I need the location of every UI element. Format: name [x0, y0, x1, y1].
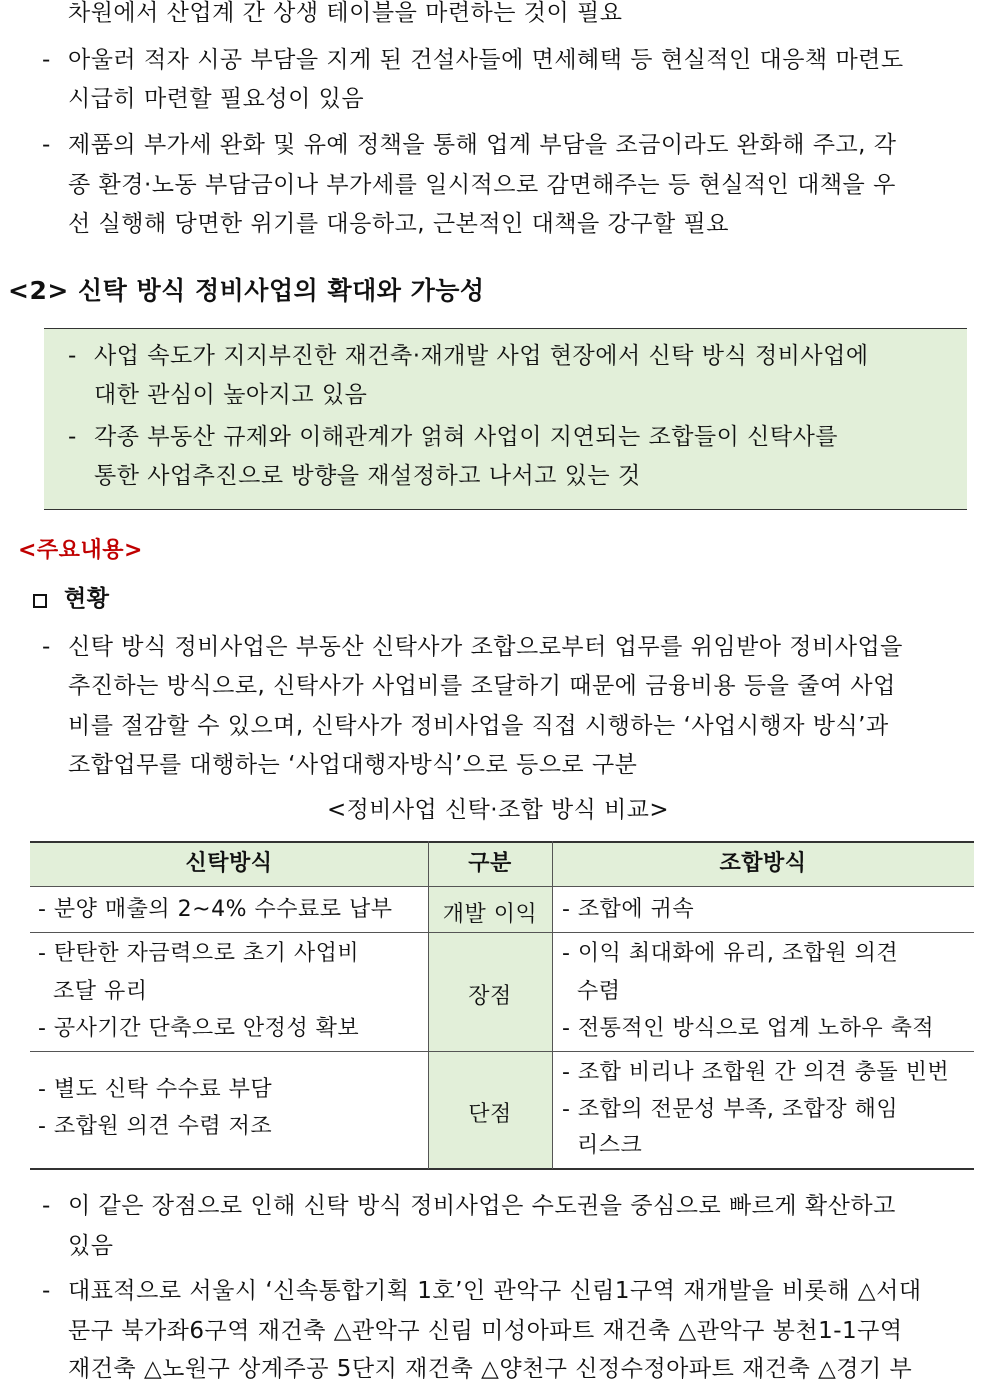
text-line: 있음 — [68, 1233, 114, 1259]
text-line: 대표적으로 서울시 ‘신속통합기획 1호’인 관악구 신림1구역 재개발을 비롯해 △서대 — [68, 1278, 922, 1304]
table-cell: - 분양 매출의 2~4% 수수료로 납부 — [38, 897, 393, 922]
table-cell: - 조합 비리나 조합원 간 의견 충돌 빈번 — [562, 1060, 950, 1085]
table-cell: 리스크 — [562, 1133, 643, 1158]
text-line: 선 실행해 당면한 위기를 대응하고, 근본적인 대책을 강구할 필요 — [68, 211, 729, 237]
summary-line: 사업 속도가 지지부진한 재건축·재개발 사업 현장에서 신탁 방식 정비사업에 — [94, 343, 869, 369]
bullet-dash: - — [42, 1278, 51, 1304]
table-rule — [30, 932, 974, 933]
table-cell: - 별도 신탁 수수료 부담 — [38, 1077, 273, 1102]
table-cell-category: 개발 이익 — [442, 902, 538, 927]
text-line: 재건축 △노원구 상계주공 5단지 재건축 △양천구 신정수정아파트 재건축 △경기 부 — [68, 1356, 913, 1382]
table-rule — [30, 1051, 974, 1052]
text-line: 조합업무를 대행하는 ‘사업대행자방식’으로 등으로 구분 — [68, 752, 638, 778]
table-border-bottom — [30, 1168, 974, 1170]
bullet-dash: - — [42, 47, 51, 73]
summary-line: 대한 관심이 높아지고 있음 — [94, 382, 368, 408]
bullet-dash: - — [42, 1193, 51, 1219]
subsection-heading: 현황 — [64, 586, 110, 612]
text-line: 신탁 방식 정비사업은 부동산 신탁사가 조합으로부터 업무를 위임받아 정비사업을 — [68, 634, 903, 660]
text-line: 아울러 적자 시공 부담을 지게 된 건설사들에 면세혜택 등 현실적인 대응책 마련도 — [68, 47, 904, 73]
table-rule — [30, 886, 974, 887]
table-cell: - 탄탄한 자금력으로 초기 사업비 — [38, 941, 360, 966]
summary-line: 통한 사업추진으로 방향을 재설정하고 나서고 있는 것 — [94, 463, 641, 489]
text-line: 추진하는 방식으로, 신탁사가 사업비를 조달하기 때문에 금융비용 등을 줄여 사업 — [68, 673, 896, 699]
table-cell: - 전통적인 방식으로 업계 노하우 축적 — [562, 1016, 935, 1041]
table-cell-category: 단점 — [468, 1102, 512, 1127]
table-cell: - 조합의 전문성 부족, 조합장 해임 — [562, 1097, 899, 1122]
table-cell: 조달 유리 — [38, 979, 148, 1004]
table-cell: - 공사기간 단축으로 안정성 확보 — [38, 1016, 360, 1041]
text-line: 차원에서 산업계 간 상생 테이블을 마련하는 것이 필요 — [68, 0, 623, 26]
table-col-divider — [552, 841, 553, 1169]
summary-box — [44, 328, 967, 510]
table-cell-category: 장점 — [468, 984, 512, 1009]
table-cell: 수렴 — [562, 979, 621, 1004]
text-line: 이 같은 장점으로 인해 신탁 방식 정비사업은 수도권을 중심으로 빠르게 확산하고 — [68, 1193, 896, 1219]
table-cell: - 조합원 의견 수렴 저조 — [38, 1114, 273, 1139]
checkbox-icon — [33, 594, 47, 608]
header-union: 조합방식 — [719, 851, 807, 876]
summary-line: 각종 부동산 규제와 이해관계가 얽혀 사업이 지연되는 조합들이 신탁사를 — [94, 424, 839, 450]
text-line: 종 환경·노동 부담금이나 부가세를 일시적으로 감면해주는 등 현실적인 대책을 우 — [68, 172, 896, 198]
bullet-dash: - — [68, 424, 77, 450]
text-line: 제품의 부가세 완화 및 유예 정책을 통해 업계 부담을 조금이라도 완화해 주고, 각 — [68, 132, 897, 158]
header-trust: 신탁방식 — [185, 851, 273, 876]
text-line: 시급히 마련할 필요성이 있음 — [68, 86, 365, 112]
comparison-table — [30, 841, 974, 1169]
bullet-dash: - — [42, 634, 51, 660]
text-line: 비를 절감할 수 있으며, 신탁사가 정비사업을 직접 시행하는 ‘사업시행자 방식’과 — [68, 713, 889, 739]
section-title: <2> 신탁 방식 정비사업의 확대와 가능성 — [8, 276, 485, 305]
text-line: 문구 북가좌6구역 재건축 △관악구 신림 미성아파트 재건축 △관악구 봉천1-1구역 — [68, 1318, 903, 1344]
table-caption: <정비사업 신탁·조합 방식 비교> — [326, 797, 670, 823]
bullet-dash: - — [42, 132, 51, 158]
header-category: 구분 — [468, 851, 512, 876]
table-cell: - 이익 최대화에 유리, 조합원 의견 — [562, 941, 899, 966]
bullet-dash: - — [68, 343, 77, 369]
main-heading: <주요내용> — [18, 538, 143, 563]
table-cell: - 조합에 귀속 — [562, 897, 695, 922]
